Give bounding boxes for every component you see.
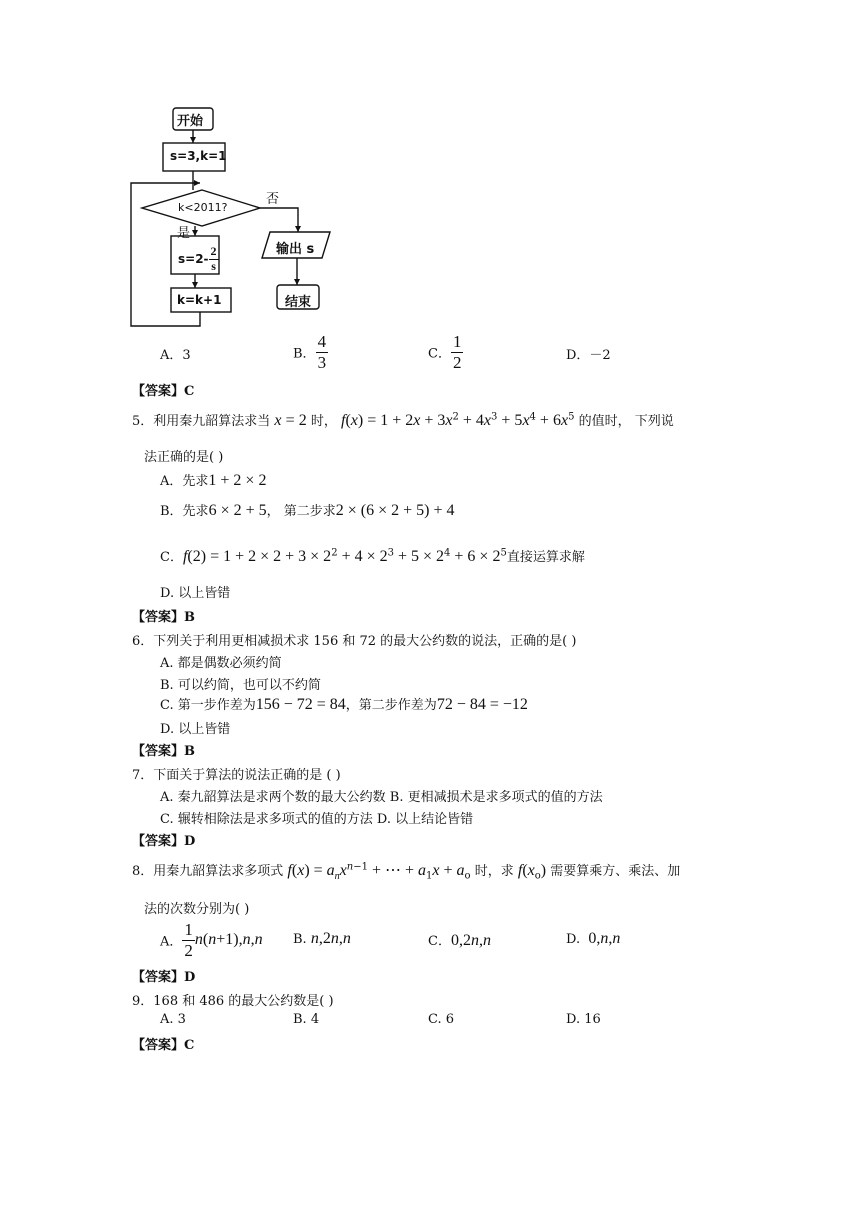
q9-stem: 9．168 和 486 的最大公约数是( ) — [132, 994, 334, 1009]
flowchart-init-label: s=3,k=1 — [170, 149, 227, 163]
q9-answer: 【答案】C — [132, 1038, 195, 1053]
q6-option-b: B. 可以约简，也可以不约简 — [160, 678, 321, 693]
flowchart-assign-label: s=2- $\frac{2}{s}$ — [178, 244, 217, 273]
q4-option-c: C． $\frac{1}{2}$ — [428, 332, 462, 372]
q4-answer: 【答案】C — [132, 384, 195, 399]
q6-answer: 【答案】B — [132, 744, 195, 759]
q8-stem-line2: 法的次数分别为( ) — [144, 902, 250, 917]
q9-option-c: C. 6 — [428, 1012, 455, 1027]
flowchart-end-label: 结束 — [285, 295, 312, 310]
q7-answer: 【答案】D — [132, 834, 196, 849]
flowchart-increment-label: k=k+1 — [177, 293, 222, 307]
flowchart-output-label: 输出 s — [276, 242, 315, 257]
q5-option-a: A．先求1 + 2 × 2 — [160, 472, 267, 489]
flowchart-yes-label: 是 — [177, 226, 191, 241]
q9-option-b: B. 4 — [293, 1012, 320, 1027]
q6-stem: 6．下列关于利用更相减损术求 156 和 72 的最大公约数的说法，正确的是( ) — [132, 634, 577, 649]
q5-stem: 5．利用秦九韶算法求当 x = 2 时， $f(x) = 1 + 2x + 3x^2 + 4x^3 + 5x^4 + 6x^5$ 的值时， 下列说 — [132, 411, 674, 429]
q6-option-c: C. 第一步作差为156 − 72 = 84，第二步作差为72 − 84 = −12 — [160, 696, 528, 713]
flowchart — [120, 100, 350, 335]
q7-stem: 7．下面关于算法的说法正确的是 ( ) — [132, 768, 341, 783]
q5-answer: 【答案】B — [132, 610, 195, 625]
q6-option-d: D. 以上皆错 — [160, 722, 231, 737]
q5-stem-line2: 法正确的是( ) — [144, 450, 224, 465]
flowchart-start-label: 开始 — [177, 114, 204, 129]
q8-answer: 【答案】D — [132, 970, 196, 985]
q8-option-a: A． $\frac{1}{2}$ n(n+1),n,n — [160, 920, 263, 960]
q8-stem: 8．用秦九韶算法求多项式 $f(x) = a_nx^{n-1}$ + ⋯ + $a_1x + a_o$ 时，求 $f(x_o)$ 需要算乘方、乘法、加 — [132, 861, 681, 883]
q5-option-c: C．$f(2) = 1 + 2 \times 2 + 3 \times 2^2 + 4 \times 2^3 + 5 \times 2^4 + 6 \times 2^5$直接运算求解 — [160, 547, 585, 565]
flowchart-no-label: 否 — [266, 192, 280, 207]
q8-option-b: B. n,2n,n — [293, 930, 351, 947]
q7-options-cd: C. 辗转相除法是求多项式的值的方法 D. 以上结论皆错 — [160, 812, 474, 827]
q4-option-d: D．－2 — [566, 348, 611, 363]
q6-option-a: A. 都是偶数必须约简 — [160, 656, 282, 671]
q9-option-d: D. 16 — [566, 1012, 601, 1027]
q7-options-ab: A. 秦九韶算法是求两个数的最大公约数 B. 更相减损术是求多项式的值的方法 — [160, 790, 603, 805]
q9-option-a: A. 3 — [160, 1012, 186, 1027]
q5-option-b: B．先求6 × 2 + 5， 第二步求2 × (6 × 2 + 5) + 4 — [160, 502, 455, 519]
q5-option-d: D. 以上皆错 — [160, 586, 231, 601]
q4-option-b: B． $\frac{4}{3}$ — [293, 332, 327, 372]
q4-option-a: A．3 — [160, 348, 191, 363]
q8-option-c: C．0,2n,n — [428, 932, 491, 949]
flowchart-condition-label: k<2011? — [178, 201, 228, 214]
q8-option-d: D. 0,n,n — [566, 930, 621, 947]
